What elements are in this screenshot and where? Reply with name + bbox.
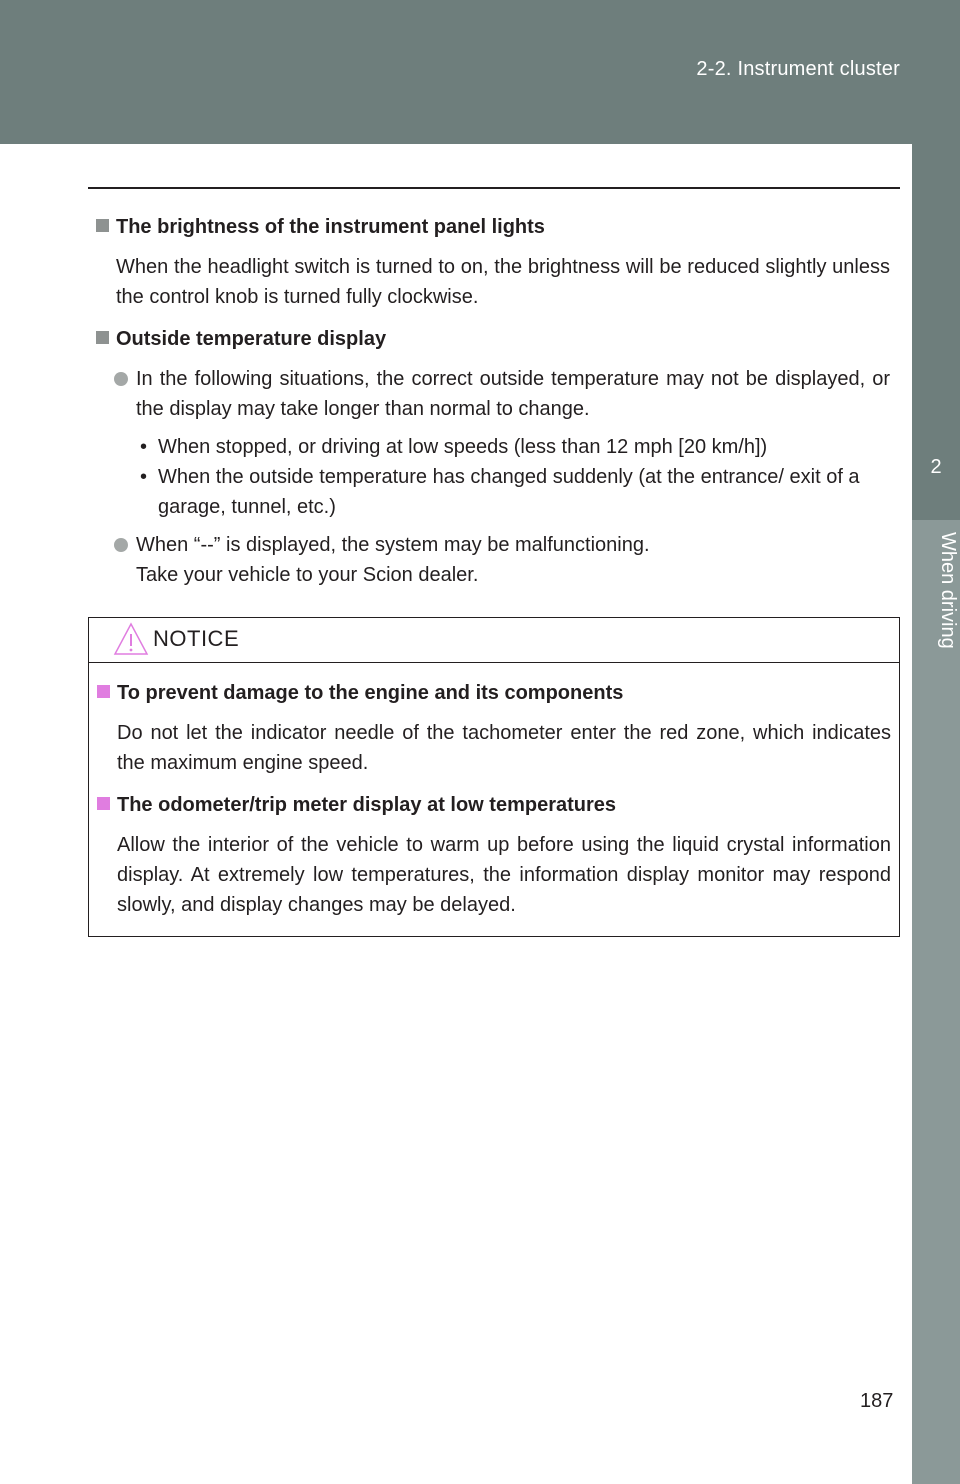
notice-title: NOTICE [153,626,240,651]
notice-item-heading [117,792,891,818]
circle-bullet-icon [114,538,128,552]
brightness-title: The brightness of the instrument panel lights [116,216,545,238]
bullet-text: In the following situations, the correct outside temperature may not be displayed, or the display may take longer than normal to change. [136,368,890,420]
side-tab-number: 2 [912,414,960,520]
warning-triangle-icon [113,621,149,657]
sub-item-text: When the outside temperature has changed suddenly (at the entrance/ exit of a garage, tunnel, etc.) [158,466,860,518]
outside-temp-title: Outside temperature display [116,328,387,350]
page-number: 187 [860,1390,894,1412]
square-bullet-icon [97,685,110,698]
square-bullet-icon [96,219,109,232]
bullet-text: When “--” is displayed, the system may be malfunctioning. [136,534,650,556]
sub-list-item [140,432,890,462]
notice-item2-text: Allow the interior of the vehicle to warm up before using the liquid crystal information display. At extremely low temperatures, the information display monitor may respond slowly, and display changes may be delayed. [117,834,891,916]
side-tab-lower [912,520,960,1484]
sub-list-item [140,462,890,522]
notice-box [88,617,900,937]
section-title: 2-2. Instrument cluster [696,58,900,80]
brightness-text: When the headlight switch is turned to on, the brightness will be reduced slightly unless the control knob is turned fully clockwise. [116,256,890,308]
bullet-text-continued: Take your vehicle to your Scion dealer. [136,564,479,586]
square-bullet-icon [96,331,109,344]
notice-item-heading [117,680,891,706]
notice-item1-title: To prevent damage to the engine and its components [117,682,624,704]
notice-item2-title: The odometer/trip meter display at low temperatures [117,794,617,816]
top-rule [88,187,900,189]
side-tab-top [912,144,960,414]
square-bullet-icon [97,797,110,810]
middle-dot-icon: • [140,466,148,488]
notice-body [97,680,891,930]
list-item [136,364,890,424]
list-item [136,530,890,590]
side-tab-label: When driving [937,532,959,649]
main-content [96,214,890,598]
sub-item-text: When stopped, or driving at low speeds (less than 12 mph [20 km/h]) [158,436,768,458]
notice-item1-text: Do not let the indicator needle of the tachometer enter the red zone, which indicates the maximum engine speed. [117,722,891,774]
notice-header [89,618,899,663]
brightness-heading [116,214,890,240]
outside-temp-heading [116,326,890,352]
middle-dot-icon: • [140,436,148,458]
circle-bullet-icon [114,372,128,386]
